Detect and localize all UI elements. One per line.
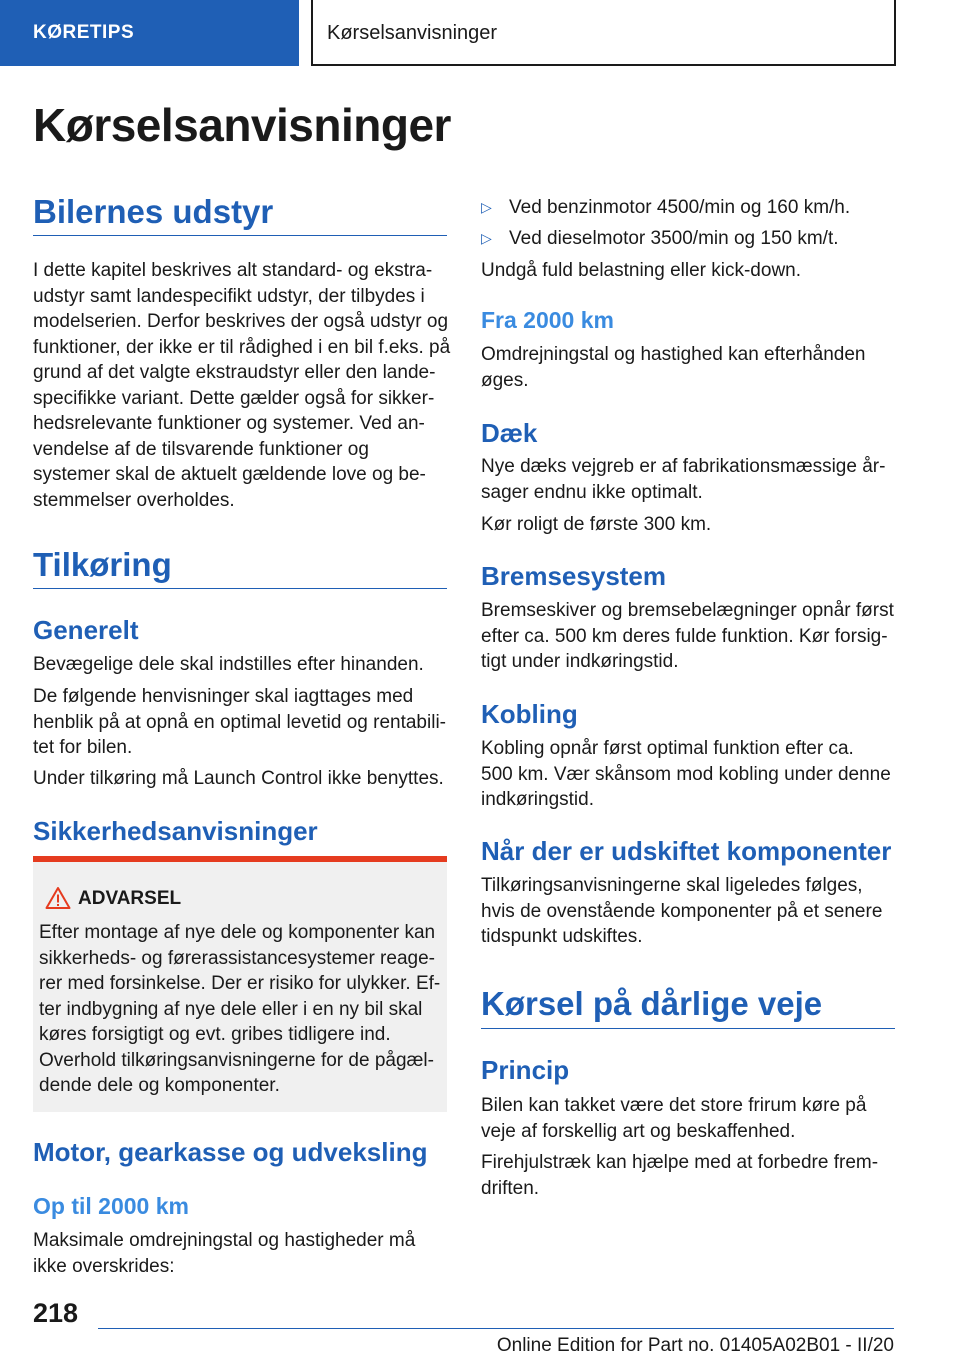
warning-box <box>33 856 447 1112</box>
heading-bremsesystem: Bremsesystem <box>481 561 667 591</box>
heading-daek: Dæk <box>481 418 538 448</box>
warning-title: ADVARSEL <box>78 888 182 909</box>
paragraph-op-til-2000: Maksimale omdrejningstal og hastigheder må ikke overskrides: <box>33 1230 416 1277</box>
paragraph-fra-2000: Omdrejningstal og hastighed kan efterhånden øges. <box>481 344 866 391</box>
paragraph-naar-udskiftet: Tilkøringsanvisningerne skal ligeledes følges, hvis de ovenstående komponenter på et senere tidspunkt udskiftes. <box>481 875 883 947</box>
heading-bilernes-udstyr: Bilernes udstyr <box>33 193 274 230</box>
paragraph-daek-2: Kør roligt de første 300 km. <box>481 514 712 535</box>
paragraph-generelt-1: Bevægelige dele skal indstilles efter hinanden. <box>33 654 424 675</box>
paragraph-undga: Undgå fuld belastning eller kick-down. <box>481 260 802 281</box>
footer-edition: Online Edition for Part no. 01405A02B01 - II/20 <box>496 1335 894 1356</box>
heading-rule <box>33 235 447 236</box>
warning-text: Efter montage af nye dele og komponenter kan sikkerheds- og førerassistancesystemer reage- rer med forsinkelse. Der er risiko for ulykker. Ef- ter indbygning af nye dele eller i en ny bil skal køres forsigtigt og evt. gribes tidligere ind. Overhold tilkøringsanvisningerne for de pågæl- dende dele og komponenter. <box>39 922 441 1096</box>
paragraph-princip-1: Bilen kan takket være det store frirum køre på veje af forskellig art og beskaffenhed. <box>481 1095 867 1142</box>
warning-triangle-icon <box>45 886 71 910</box>
list-item: ▷ Ved benzinmotor 4500/min og 160 km/h. <box>481 197 851 218</box>
heading-tilkoring: Tilkøring <box>33 546 172 583</box>
heading-generelt: Generelt <box>33 615 139 645</box>
heading-sikkerhedsanvisninger: Sikkerhedsanvisninger <box>33 816 318 846</box>
paragraph-bremsesystem: Bremseskiver og bremsebelægninger opnår først efter ca. 500 km deres fulde funktion. Kør forsig- tigt under indkøringstid. <box>481 600 894 672</box>
heading-naar-udskiftet: Når der er udskiftet komponenter <box>481 836 892 866</box>
page-title: Kørselsanvisninger <box>33 99 451 151</box>
paragraph-princip-2: Firehjulstræk kan hjælpe med at forbedre frem- driften. <box>481 1152 879 1199</box>
section-tab: KØRETIPS <box>0 0 299 66</box>
list-item: ▷ Ved dieselmotor 3500/min og 150 km/t. <box>481 228 839 249</box>
heading-op-til-2000: Op til 2000 km <box>33 1193 189 1219</box>
chapter-header: Kørselsanvisninger <box>311 0 896 66</box>
page-number: 218 <box>33 1298 79 1328</box>
paragraph-daek-1: Nye dæks vejgreb er af fabrikationsmæssige år- sager endnu ikke optimalt. <box>481 456 886 503</box>
heading-princip: Princip <box>481 1055 570 1085</box>
heading-fra-2000: Fra 2000 km <box>481 307 614 333</box>
paragraph-generelt-3: Under tilkøring må Launch Control ikke benyttes. <box>33 768 444 789</box>
heading-korsel-daarlige-veje: Kørsel på dårlige veje <box>481 985 823 1022</box>
paragraph-bilernes-udstyr: I dette kapitel beskrives alt standard- og ekstra- udstyr samt landespecifikt udstyr, der tilbydes i modelserien. Derfor beskrives der også udstyr og funktioner, der ikke er til rådighed i en bil f.eks. på grund af det valgte ekstraudstyr eller den lande- specifikke variant. Dette gælder også for sikker- hedsrelevante funktioner og systemer. Ved an- vendelse af de tilsvarende funktioner og systemer skal de aktuelt gældende love og be- stemmelser overholdes. <box>33 260 451 511</box>
bullet-triangle-icon: ▷ <box>481 230 492 246</box>
heading-kobling: Kobling <box>481 699 578 729</box>
bullet-triangle-icon: ▷ <box>481 199 492 215</box>
heading-rule <box>481 1028 895 1029</box>
footer-rule <box>98 1328 894 1329</box>
heading-rule <box>33 588 447 589</box>
heading-motor-gearkasse: Motor, gearkasse og udveksling <box>33 1137 428 1167</box>
paragraph-generelt-2: De følgende henvisninger skal iagttages med henblik på at opnå en optimal levetid og rentabili- tet for bilen. <box>33 686 446 758</box>
paragraph-kobling: Kobling opnår først optimal funktion efter ca. 500 km. Vær skånsom mod kobling under denne indkøringstid. <box>481 738 891 810</box>
